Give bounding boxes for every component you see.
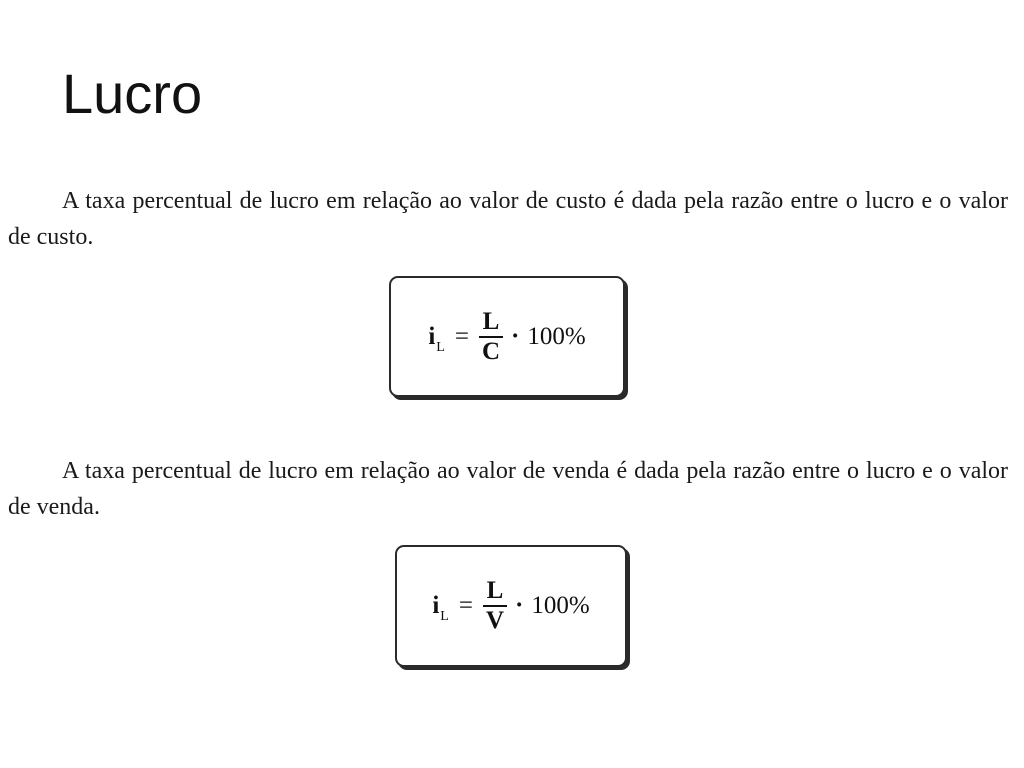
slide-title: Lucro (62, 62, 203, 125)
paragraph-sale-rate: A taxa percentual de lucro em relação ao valor de venda é dada pela razão entre o lucro e o valor de venda. (8, 458, 1008, 520)
formula-variable: $i_L$ (432, 592, 449, 624)
formula-cost (428, 309, 585, 365)
fraction (483, 578, 507, 634)
equals-sign: = (458, 592, 473, 619)
percent-value: 100% (531, 592, 590, 619)
equals-sign: = (454, 322, 469, 350)
formula-variable: $i_L$ (428, 322, 445, 355)
fraction-denominator: C (481, 337, 500, 365)
multiplication-dot: · (511, 322, 520, 350)
fraction-numerator: L (482, 307, 500, 335)
fraction-numerator: L (486, 577, 504, 604)
fraction-denominator: V (485, 607, 504, 634)
formula-box-cost (389, 276, 625, 397)
paragraph-cost-rate: A taxa percentual de lucro em relação ao valor de custo é dada pela razão entre o lucro e o valor de custo. (8, 188, 1008, 250)
formula-box-sale (395, 545, 627, 667)
fraction (479, 309, 503, 365)
formula-sale (432, 578, 589, 634)
percent-value: 100% (527, 322, 586, 350)
formula-subscript: L (436, 339, 445, 355)
formula-subscript: L (440, 609, 449, 624)
multiplication-dot: · (515, 592, 524, 619)
